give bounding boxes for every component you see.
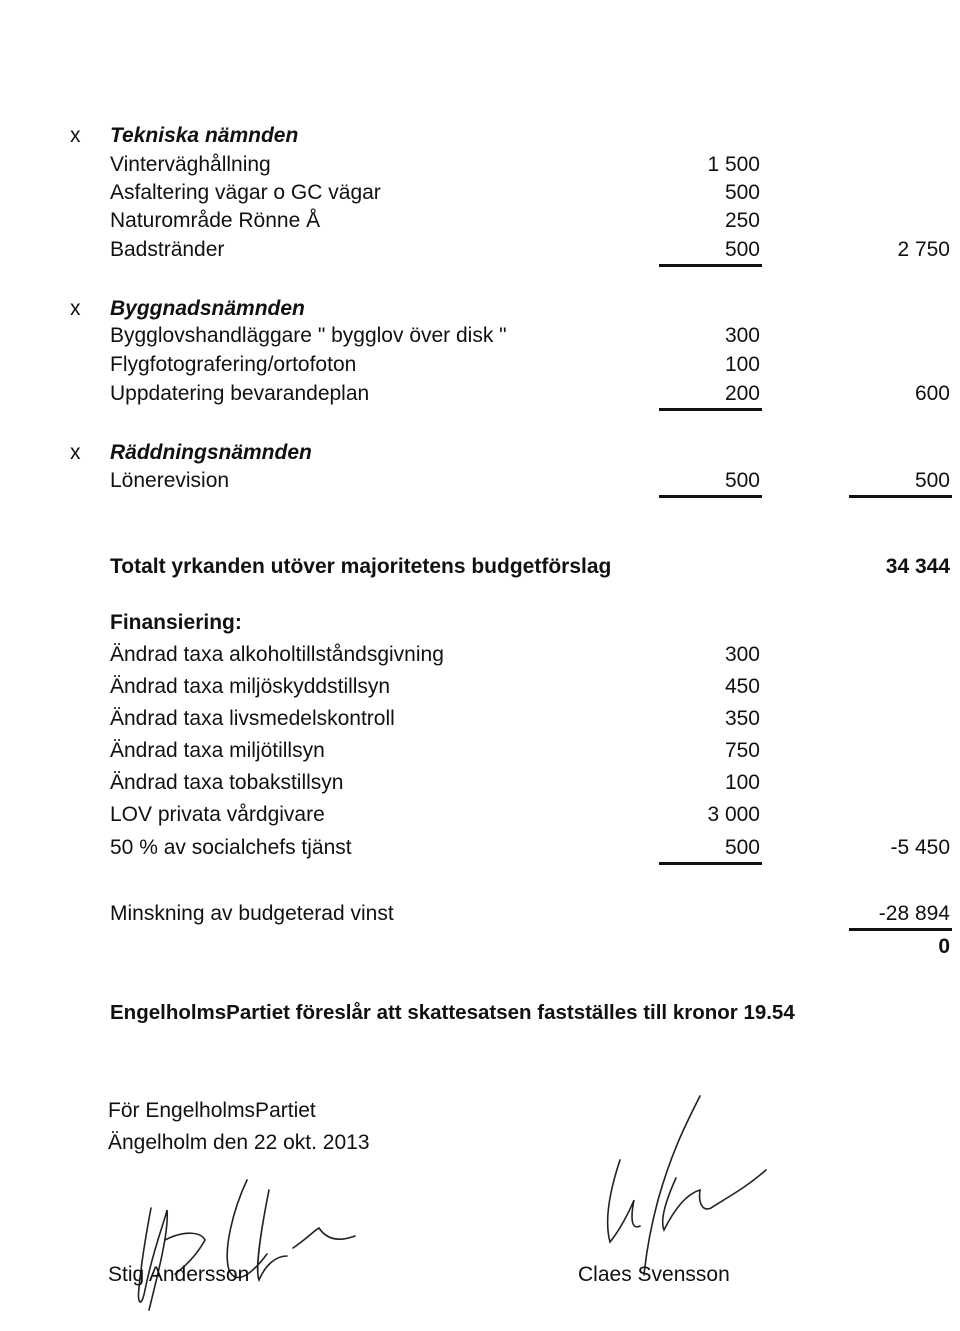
financing-item-label: Ändrad taxa livsmedelskontroll	[110, 707, 395, 730]
subtotal-rule	[659, 495, 762, 498]
section-marker: x	[70, 297, 81, 320]
signature-claes-svensson	[580, 1090, 780, 1280]
financing-item-label: Ändrad taxa miljöskyddstillsyn	[110, 675, 391, 698]
line-item-label: Lönerevision	[110, 469, 230, 492]
signatory-name: Claes Svensson	[578, 1263, 730, 1286]
section-total: 600	[914, 382, 950, 405]
financing-total: -5 450	[890, 836, 950, 859]
section-marker: x	[70, 441, 81, 464]
financing-item-amount: 450	[724, 675, 760, 698]
line-item-amount: 500	[724, 469, 760, 492]
financing-item-label: Ändrad taxa tobakstillsyn	[110, 771, 344, 794]
financing-item-label: Ändrad taxa miljötillsyn	[110, 739, 325, 762]
line-item-amount: 500	[724, 238, 760, 261]
line-item-amount: 1 500	[707, 153, 760, 176]
proposal-text: EngelholmsPartiet föreslår att skattesatsen fastställes till kronor 19.54	[110, 1001, 795, 1024]
financing-item-label: Ändrad taxa alkoholtillståndsgivning	[110, 643, 444, 666]
line-item-amount: 100	[724, 353, 760, 376]
subtotal-rule	[659, 862, 762, 865]
line-item-amount: 500	[724, 181, 760, 204]
reduction-label: Minskning av budgeterad vinst	[110, 902, 394, 925]
section-total: 500	[914, 469, 950, 492]
line-item-label: Bygglovshandläggare " bygglov över disk "	[110, 324, 507, 347]
section-title-tekniska: Tekniska nämnden	[110, 124, 299, 147]
balance-value: 0	[938, 935, 950, 958]
line-item-label: Flygfotografering/ortofoton	[110, 353, 357, 376]
total-rule	[849, 495, 952, 498]
signoff-org: För EngelholmsPartiet	[108, 1099, 316, 1122]
financing-item-amount: 750	[724, 739, 760, 762]
signatory-name: Stig Andersson	[108, 1263, 250, 1286]
line-item-amount: 200	[724, 382, 760, 405]
line-item-label: Asfaltering vägar o GC vägar	[110, 181, 381, 204]
signoff-place-date: Ängelholm den 22 okt. 2013	[108, 1131, 370, 1154]
total-rule	[849, 928, 952, 931]
financing-item-label: LOV privata vårdgivare	[110, 803, 325, 826]
financing-item-amount: 300	[724, 643, 760, 666]
reduction-amount: -28 894	[878, 902, 950, 925]
signature-stig-andersson	[105, 1170, 375, 1320]
line-item-label: Naturområde Rönne Å	[110, 209, 321, 232]
line-item-label: Badstränder	[110, 238, 225, 261]
section-title-raddning: Räddningsnämnden	[110, 441, 312, 464]
financing-title: Finansiering:	[110, 611, 242, 634]
line-item-amount: 250	[724, 209, 760, 232]
financing-item-amount: 500	[724, 836, 760, 859]
summary-label: Totalt yrkanden utöver majoritetens budgetförslag	[110, 555, 612, 578]
financing-item-amount: 100	[724, 771, 760, 794]
section-marker: x	[70, 124, 81, 147]
subtotal-rule	[659, 408, 762, 411]
section-title-bygg: Byggnadsnämnden	[110, 297, 305, 320]
subtotal-rule	[659, 264, 762, 267]
line-item-amount: 300	[724, 324, 760, 347]
financing-item-amount: 3 000	[707, 803, 760, 826]
section-total: 2 750	[897, 238, 950, 261]
line-item-label: Vinterväghållning	[110, 153, 271, 176]
financing-item-label: 50 % av socialchefs tjänst	[110, 836, 352, 859]
financing-item-amount: 350	[724, 707, 760, 730]
line-item-label: Uppdatering bevarandeplan	[110, 382, 370, 405]
summary-total: 34 344	[885, 555, 950, 578]
